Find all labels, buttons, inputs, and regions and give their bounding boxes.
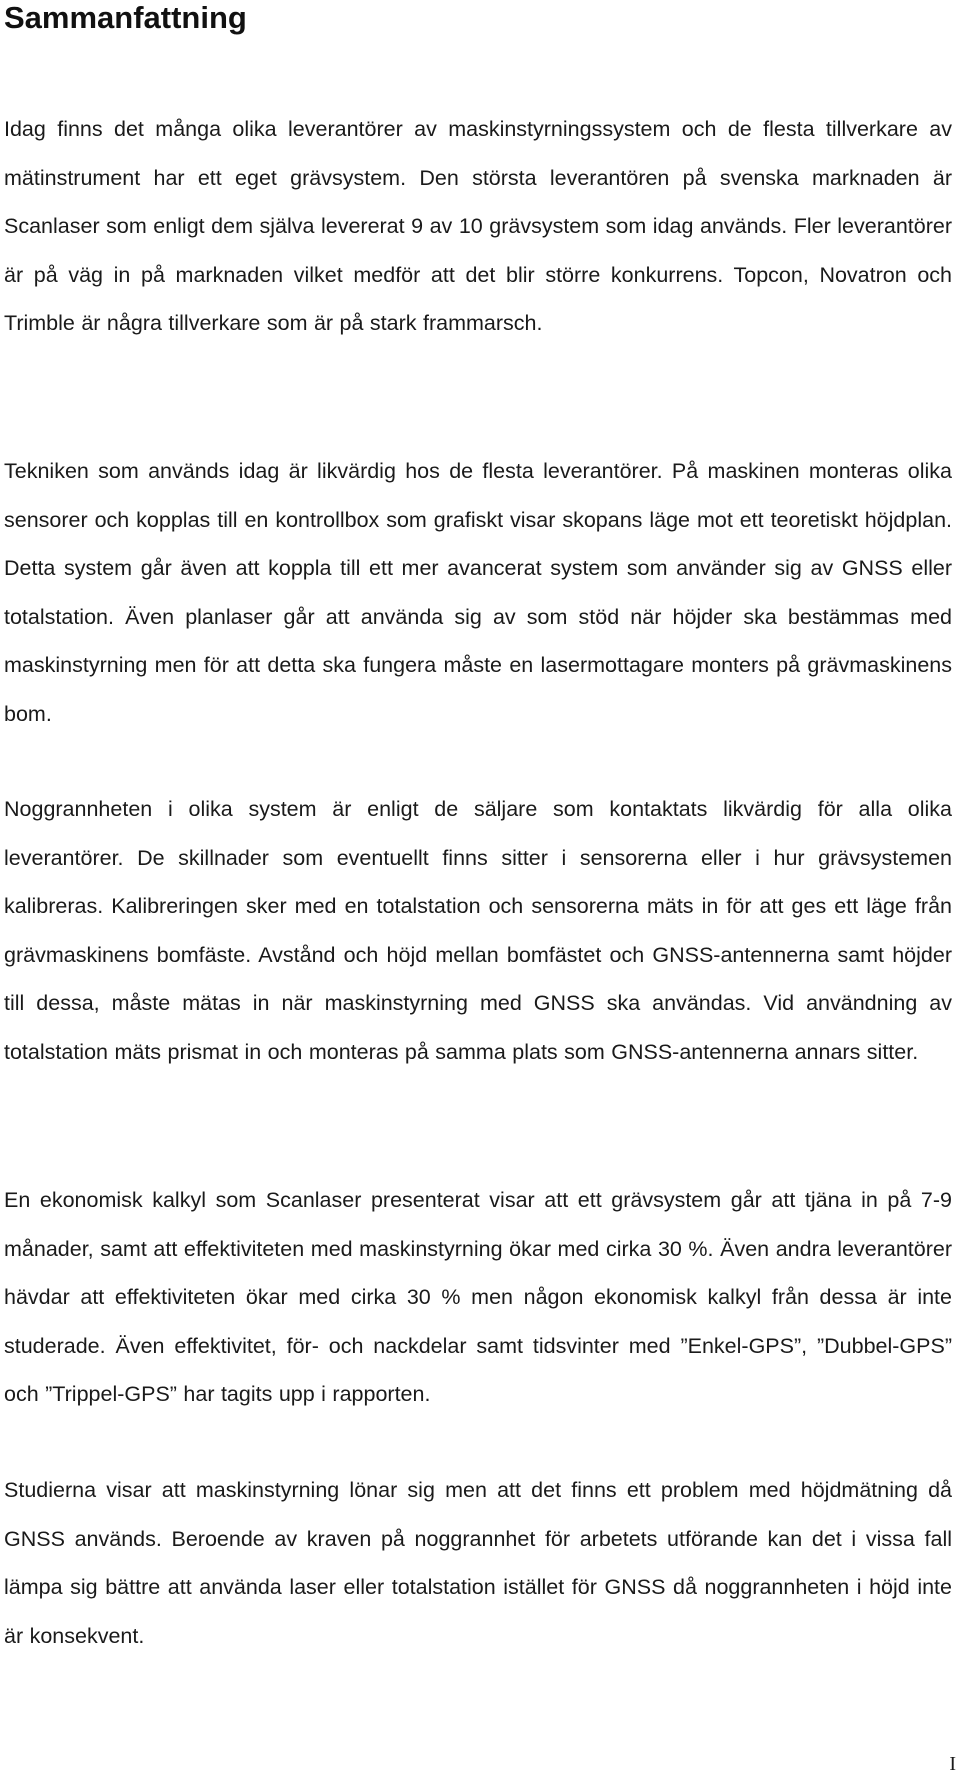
paragraph-2: Tekniken som används idag är likvärdig hos de flesta leverantörer. På maskinen monteras olika sensorer och kopplas till en kontrollbox som grafiskt visar skopans läge mot ett teoretiskt höjdplan. Detta system går även att koppla till ett mer avancerat system som använder sig av GNSS eller totalstation. Även planlaser går att använda sig av som stöd när höjder ska bestämmas med maskinstyrning men för att detta ska fungera måste en lasermottagare monters på grävmaskinens bom.: [4, 459, 952, 726]
paragraph-4: En ekonomisk kalkyl som Scanlaser presenterat visar att ett grävsystem går att tjäna in på 7-9 månader, samt att effektiviteten med maskinstyrning ökar med cirka 30 %. Även andra leverantörer hävdar att effektiviteten ökar med cirka 30 % men någon ekonomisk kalkyl från dessa är inte studerade. Även effektivitet, för- och nackdelar samt tidsvinter med ”Enkel-GPS”, ”Dubbel-GPS” och ”Trippel-GPS” har tagits upp i rapporten.: [4, 1188, 952, 1406]
paragraph-3: Noggrannheten i olika system är enligt de säljare som kontaktats likvärdig för alla olika leverantörer. De skillnader som eventuellt finns sitter i sensorerna eller i hur grävsystemen kalibreras. Kalibreringen sker med en totalstation och sensorerna mäts in för att ges ett läge från grävmaskinens bomfäste. Avstånd och höjd mellan bomfästet och GNSS-antennerna samt höjder till dessa, måste mätas in när maskinstyrning med GNSS ska användas. Vid användning av totalstation mäts prismat in och monteras på samma plats som GNSS-antennerna annars sitter.: [4, 797, 952, 1064]
paragraph-1: Idag finns det många olika leverantörer av maskinstyrningssystem och de flesta tillverkare av mätinstrument har ett eget grävsystem. Den största leverantören på svenska marknaden är Scanlaser som enligt dem själva levererat 9 av 10 grävsystem som idag används. Fler leverantörer är på väg in på marknaden vilket medför att det blir större konkurrens. Topcon, Novatron och Trimble är några tillverkare som är på stark frammarsch.: [4, 117, 952, 335]
page-heading: Sammanfattning: [4, 0, 247, 35]
paragraph-5: Studierna visar att maskinstyrning lönar sig men att det finns ett problem med höjdmätning då GNSS används. Beroende av kraven på noggrannhet för arbetets utförande kan det i vissa fall lämpa sig bättre att använda laser eller totalstation istället för GNSS då noggrannheten i höjd inte är konsekvent.: [4, 1478, 952, 1648]
page-number: I: [949, 1753, 956, 1775]
